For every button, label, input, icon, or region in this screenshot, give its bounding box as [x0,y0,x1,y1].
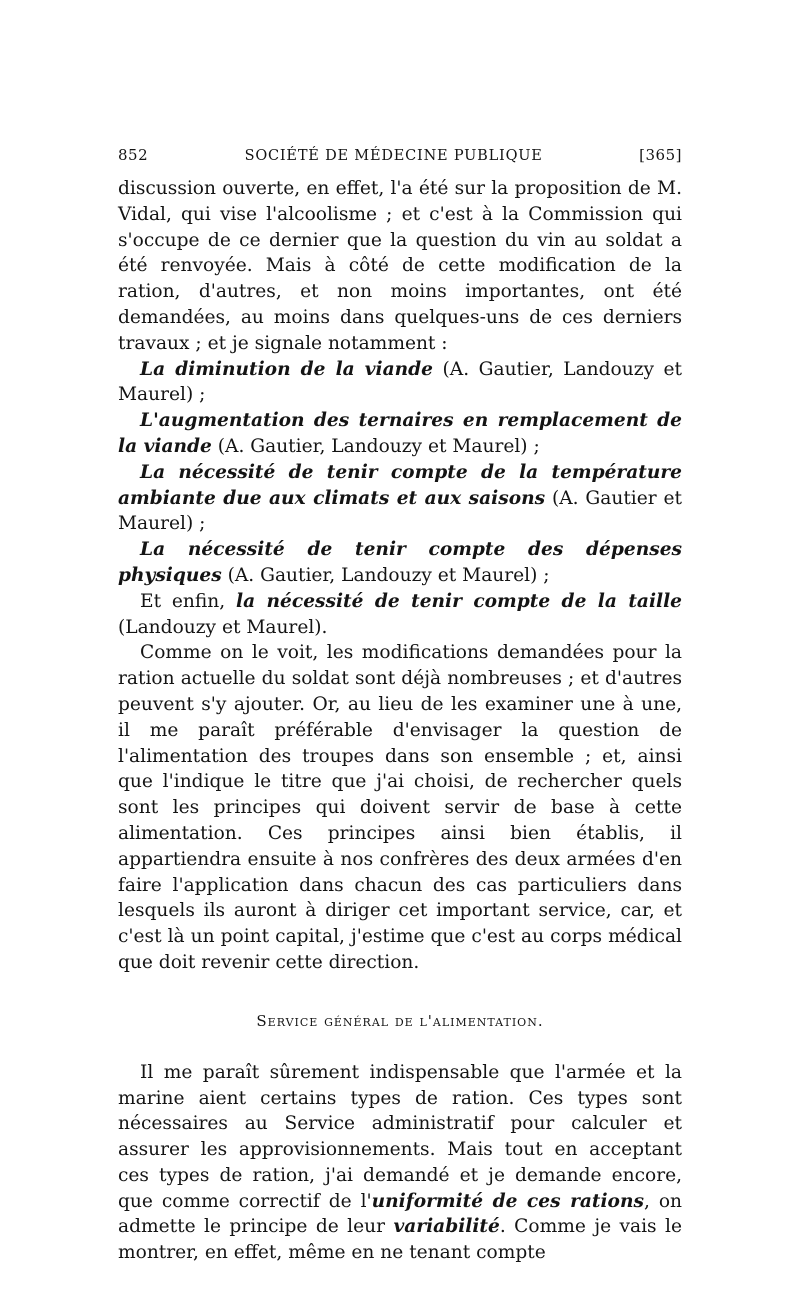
item-italic: la nécessité de tenir compte de la taille [236,590,682,612]
list-item-taille [118,589,682,641]
section-heading [118,1012,682,1030]
list-item-diminution [118,357,682,409]
item-italic: La nécessité de tenir compte des dépenses physiques [118,539,682,586]
paragraph-principles: Comme on le voit, les modifications demandées pour la ration actuelle du soldat sont déjà nombreuses ; et d'autres peuvent s'y ajouter. Or, au lieu de les examiner une à une, il me paraît préférable d'envisager la question de l'alimentation des troupes dans son ensemble ; et, ainsi que l'indique le titre que j'ai choisi, de rechercher quels sont les principes qui doivent servir de base à cette alimentation. Ces principes ainsi bien établis, il appartiendra ensuite à nos confrères des deux armées d'en faire l'application dans chacun des cas particuliers dans lesquels ils auront à diriger cet important service, car, et c'est là un point capital, j'estime que c'est au corps médical que doit revenir cette direction. [118,642,682,973]
item-rest: (A. Gautier, Landouzy et Maurel) ; [221,564,550,586]
item-italic: L'augmentation des ternaires en remplacement de la viande [118,410,682,457]
text-run: . Comme je vais le montrer, en effet, même en ne tenant compte [118,1216,682,1264]
item-rest: (A. Gautier, Landouzy et Maurel) ; [118,358,682,406]
text-run: Il me paraît sûrement indispensable que l'armée et la marine aient certains types de ration. Ces types sont nécessaires au Service administratif pour calculer et assurer les approvisionnements. Mais tout en acceptant ces types de ration, j'ai demandé et je demande encore, que comme correctif de l' [118,1061,682,1212]
item-pre: Et enfin, [140,590,237,612]
page-number: 852 [118,146,149,164]
page-header [118,146,682,164]
bracket-number: [365] [639,146,682,164]
document-page [118,146,682,1266]
list-item-temperature [118,460,682,537]
list-item-depenses [118,537,682,589]
list-item-augmentation [118,408,682,460]
section-heading-text: Service général de l'alimentation. [256,1011,544,1030]
item-rest: (A. Gautier, Landouzy et Maurel) ; [211,435,540,457]
item-rest: (A. Gautier et Maurel) ; [118,487,682,535]
paragraph-service [118,1060,682,1266]
italic-run: variabilité [393,1216,500,1238]
running-title: SOCIÉTÉ DE MÉDECINE PUBLIQUE [244,148,543,164]
paragraph-intro: discussion ouverte, en effet, l'a été sur la proposition de M. Vidal, qui vise l'alcoolisme ; et c'est à la Commission qui s'occupe de ce dernier que la question du vin au soldat a été renvoyée. Mais à côté de cette modification de la ration, d'autres, et non moins importantes, ont été demandées, au moins dans quelques-uns de ces derniers travaux ; et je signale notamment : [118,178,682,354]
italic-run: uniformité de ces rations [371,1190,644,1212]
item-italic: La nécessité de tenir compte de la température ambiante due aux climats et aux saisons [118,461,682,509]
item-italic: La diminution de la viande [140,358,434,380]
text-run: , on admette le principe de leur [118,1190,682,1238]
item-rest: (Landouzy et Maurel). [118,616,328,638]
